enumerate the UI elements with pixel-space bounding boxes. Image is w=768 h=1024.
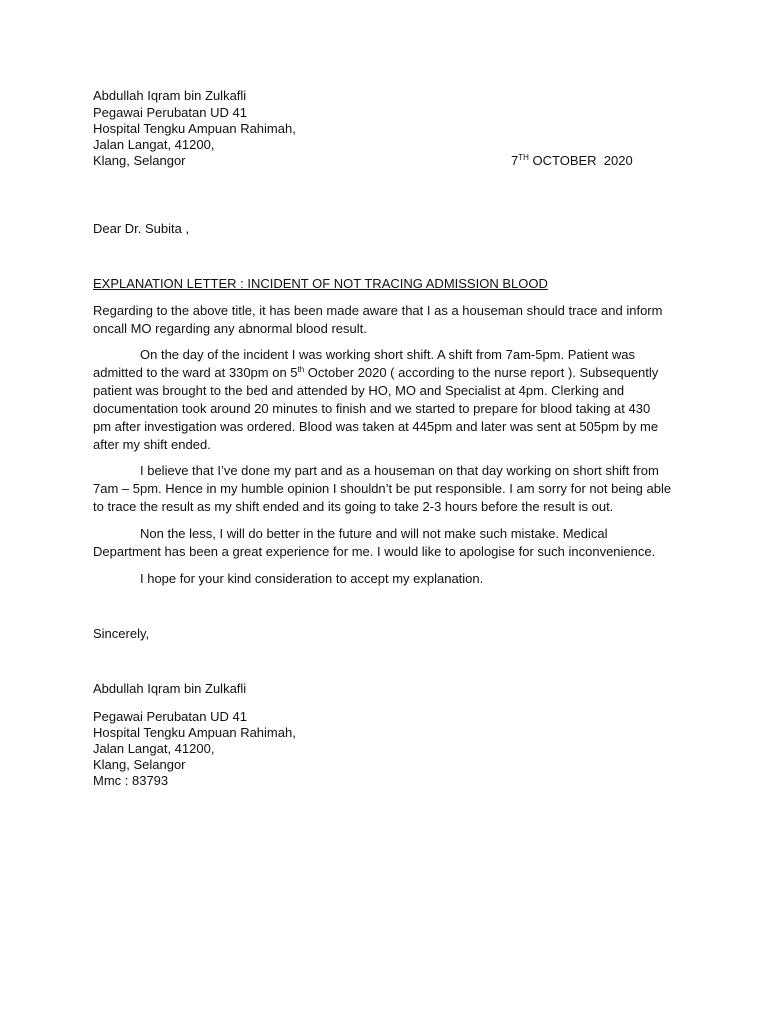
date-suffix: TH <box>518 153 529 162</box>
paragraph-line <box>93 364 683 382</box>
sender-name: Abdullah Iqram bin Zulkafli <box>93 88 247 103</box>
date-day: 7 <box>511 153 519 168</box>
paragraph-2 <box>93 346 683 454</box>
paragraph-text: admitted to the ward at 330pm on 5 <box>93 365 298 380</box>
paragraph-line: I hope for your kind consideration to accept my explanation. <box>140 571 484 586</box>
paragraph-line: oncall MO regarding any abnormal blood result. <box>93 321 367 336</box>
signature-title: Pegawai Perubatan UD 41 <box>93 709 247 724</box>
paragraph-4 <box>93 525 683 561</box>
signature-hospital: Hospital Tengku Ampuan Rahimah, <box>93 725 296 740</box>
signature-name: Abdullah Iqram bin Zulkafli <box>93 681 247 696</box>
paragraph-line: On the day of the incident I was working short shift. A shift from 7am-5pm. Patient was <box>140 347 635 362</box>
paragraph-line: pm after investigation was ordered. Blood was taken at 445pm and later was sent at 505pm by me <box>93 419 659 434</box>
paragraph-text: October 2020 ( according to the nurse report ). Subsequently <box>304 365 659 380</box>
ordinal-suffix: th <box>297 365 305 374</box>
sender-title: Pegawai Perubatan UD 41 <box>93 105 247 120</box>
paragraph-1 <box>93 302 683 338</box>
closing: Sincerely, <box>93 626 150 641</box>
paragraph-line: Department has been a great experience for me. I would like to apologise for such inconvenience. <box>93 544 656 559</box>
subject-line: EXPLANATION LETTER : INCIDENT OF NOT TRACING ADMISSION BLOOD <box>93 276 548 291</box>
paragraph-5 <box>93 570 683 588</box>
signature-city: Klang, Selangor <box>93 757 186 772</box>
sender-hospital: Hospital Tengku Ampuan Rahimah, <box>93 121 296 136</box>
paragraph-line: documentation took around 20 minutes to finish and we started to prepare for blood taking at 430 <box>93 401 651 416</box>
paragraph-3 <box>93 462 683 516</box>
signature-street: Jalan Langat, 41200, <box>93 741 215 756</box>
paragraph-line: after my shift ended. <box>93 437 211 452</box>
letter-date <box>511 152 633 169</box>
date-month-year: OCTOBER 2020 <box>528 153 633 168</box>
paragraph-line: Non the less, I will do better in the future and will not make such mistake. Medical <box>140 526 608 541</box>
paragraph-line: patient was brought to the bed and attended by HO, MO and Specialist at 4pm. Clerking and <box>93 383 625 398</box>
sender-city: Klang, Selangor <box>93 153 186 168</box>
paragraph-line: I believe that I’ve done my part and as a houseman on that day working on short shift from <box>140 463 659 478</box>
paragraph-line: to trace the result as my shift ended and its going to take 2-3 hours before the result is out. <box>93 499 614 514</box>
paragraph-line: 7am – 5pm. Hence in my humble opinion I shouldn’t be put responsible. I am sorry for not being able <box>93 481 672 496</box>
paragraph-line: Regarding to the above title, it has been made aware that I as a houseman should trace and inform <box>93 303 663 318</box>
signature-mmc: Mmc : 83793 <box>93 773 169 788</box>
sender-street: Jalan Langat, 41200, <box>93 137 215 152</box>
salutation: Dear Dr. Subita , <box>93 221 190 236</box>
